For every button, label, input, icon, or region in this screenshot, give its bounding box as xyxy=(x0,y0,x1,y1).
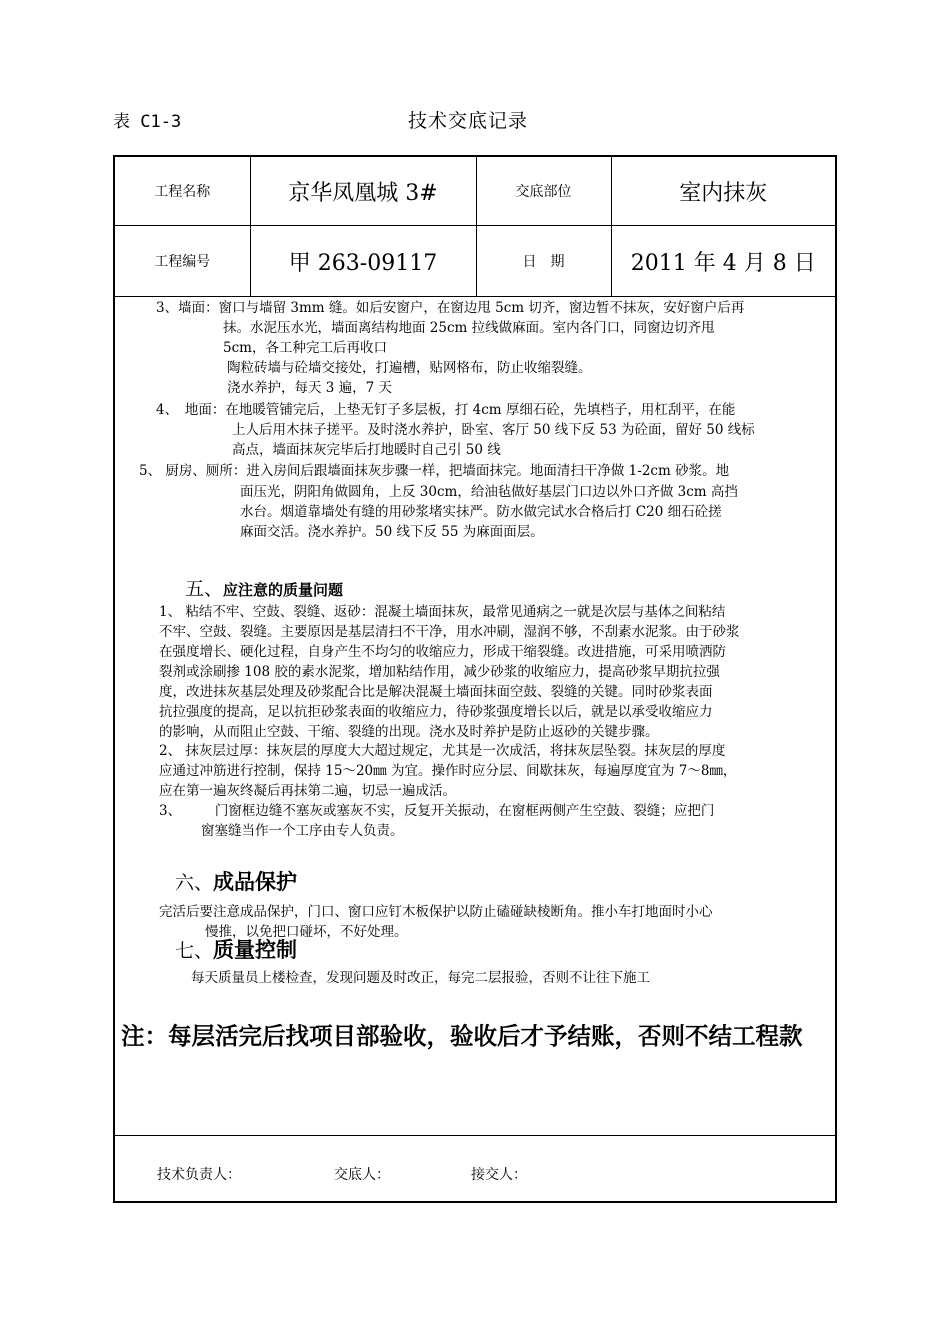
item-line: 面压光，阴阳角做圆角，上反 30cm，给油毡做好基层门口边以外口齐做 3cm 高挡 xyxy=(240,484,738,500)
section6-title: 成品保护 xyxy=(213,870,298,894)
section5-line: 1、 粘结不牢、空鼓、裂缝、返砂：混凝土墙面抹灰，最常见通病之一就是次层与基体之间粘结 xyxy=(159,604,726,620)
item-line: 陶粒砖墙与砼墙交接处，打遍槽，贴网格布，防止收缩裂缝。 xyxy=(227,360,592,376)
item-line: 5、 厨房、厕所：进入房间后跟墙面抹灰步骤一样，把墙面抹完。地面清扫干净做 1-2cm 砂浆。地 xyxy=(139,463,730,479)
section5-title: 应注意的质量问题 xyxy=(223,581,344,599)
section6-number: 六、 xyxy=(175,872,214,894)
section5-line: 度，改进抹灰基层处理及砂浆配合比是解决混凝土墙面抹面空鼓、裂缝的关键。同时砂浆表面 xyxy=(159,684,713,700)
settlement-note: 注：每层活完后找项目部验收，验收后才予结账，否则不结工程款 xyxy=(121,1022,803,1050)
item-line: 水台。烟道靠墙处有缝的用砂浆堵实抹严。防水做完试水合格后打 C20 细石砼搓 xyxy=(240,504,722,520)
signature-row xyxy=(115,1135,835,1204)
section5-line: 在强度增长、硬化过程，自身产生不均匀的收缩应力，形成干缩裂缝。改进措施，可采用喷洒防 xyxy=(159,644,726,660)
section5-line: 3、 门窗框边缝不塞灰或塞灰不实，反复开关振动，在窗框两侧产生空鼓、裂缝；应把门 xyxy=(159,803,715,819)
section5-line: 窗塞缝当作一个工序由专人负责。 xyxy=(201,823,404,839)
section6-heading xyxy=(175,870,298,896)
section5-line: 裂剂或涂刷掺 108 胶的素水泥浆，增加粘结作用，减少砂浆的收缩应力，提高砂浆早期抗拉强 xyxy=(159,664,720,680)
section7-line: 每天质量员上楼检查，发现问题及时改正，每完二层报验，否则不让往下施工 xyxy=(191,970,650,986)
form-code: 表 C1-3 xyxy=(113,112,182,132)
item-line: 麻面交活。浇水养护。50 线下反 55 为麻面面层。 xyxy=(240,524,544,540)
project-no-value: 甲 263-09117 xyxy=(250,226,476,297)
section7-heading xyxy=(175,938,298,964)
item-line: 抹。水泥压水光，墙面离结构地面 25cm 拉线做麻面。室内各门口，同窗边切齐甩 xyxy=(223,320,715,336)
section6-line: 慢推，以免把口碰坏，不好处理。 xyxy=(205,924,408,940)
section5-line: 应通过冲筋进行控制，保持 15～20㎜ 为宜。操作时应分层、间歇抹灰，每遍厚度宜为 7～8㎜， xyxy=(159,763,737,779)
date-value: 2011 年 4 月 8 日 xyxy=(611,226,835,297)
section6-line: 完活后要注意成品保护，门口、窗口应钉木板保护以防止磕碰缺棱断角。推小车打地面时小心 xyxy=(159,904,713,920)
item-line: 高点，墙面抹灰完毕后打地暖时自己引 50 线 xyxy=(232,442,501,458)
item-line: 4、 地面：在地暖管铺完后，上垫无钉子多层板，打 4cm 厚细石砼，先填档子，用杠刮平，在能 xyxy=(156,402,736,418)
section5-line: 抗拉强度的提高，足以抗拒砂浆表面的收缩应力，待砂浆强度增长以后，就是以承受收缩应力 xyxy=(159,704,713,720)
section5-line: 2、 抹灰层过厚：抹灰层的厚度大大超过规定，尤其是一次成活，将抹灰层坠裂。抹灰层的厚度 xyxy=(159,743,726,759)
section5-heading xyxy=(185,580,343,602)
handover-signature-label: 交底人： xyxy=(334,1167,390,1183)
section7-number: 七、 xyxy=(175,940,214,962)
item-line: 3、墙面：窗口与墙留 3mm 缝。如后安窗户，在窗边甩 5cm 切齐，窗边暂不抹灰，安好窗户后再 xyxy=(156,300,745,316)
tech-lead-signature-label: 技术负责人： xyxy=(157,1167,241,1183)
location-label: 交底部位 xyxy=(476,157,611,226)
info-table xyxy=(115,157,835,297)
record-frame xyxy=(113,155,837,1203)
project-name-label: 工程名称 xyxy=(115,157,250,226)
section7-title: 质量控制 xyxy=(213,938,298,962)
item-line: 上人后用木抹子搓平。及时浇水养护，卧室、客厅 50 线下反 53 为砼面，留好 50 线标 xyxy=(232,422,755,438)
document-title: 技术交底记录 xyxy=(408,110,529,132)
info-row-1 xyxy=(115,157,835,226)
location-value: 室内抹灰 xyxy=(611,157,835,226)
project-no-label: 工程编号 xyxy=(115,226,250,297)
section5-line: 不牢、空鼓、裂缝。主要原因是基层清扫不干净，用水冲刷，湿润不够，不刮素水泥浆。由于砂浆 xyxy=(159,624,740,640)
date-label: 日 期 xyxy=(476,226,611,297)
section5-line: 应在第一遍灰终凝后再抹第二遍，切忌一遍成活。 xyxy=(159,783,456,799)
project-name-value: 京华凤凰城 3# xyxy=(250,157,476,226)
section5-number: 五、 xyxy=(185,578,224,600)
item-line: 浇水养护，每天 3 遍，7 天 xyxy=(227,380,393,396)
item-line: 5cm，各工种完工后再收口 xyxy=(223,340,387,356)
receiver-signature-label: 接交人： xyxy=(471,1167,527,1183)
section5-line: 的影响，从而阻止空鼓、干缩、裂缝的出现。浇水及时养护是防止返砂的关键步骤。 xyxy=(159,724,659,740)
info-row-2 xyxy=(115,226,835,297)
